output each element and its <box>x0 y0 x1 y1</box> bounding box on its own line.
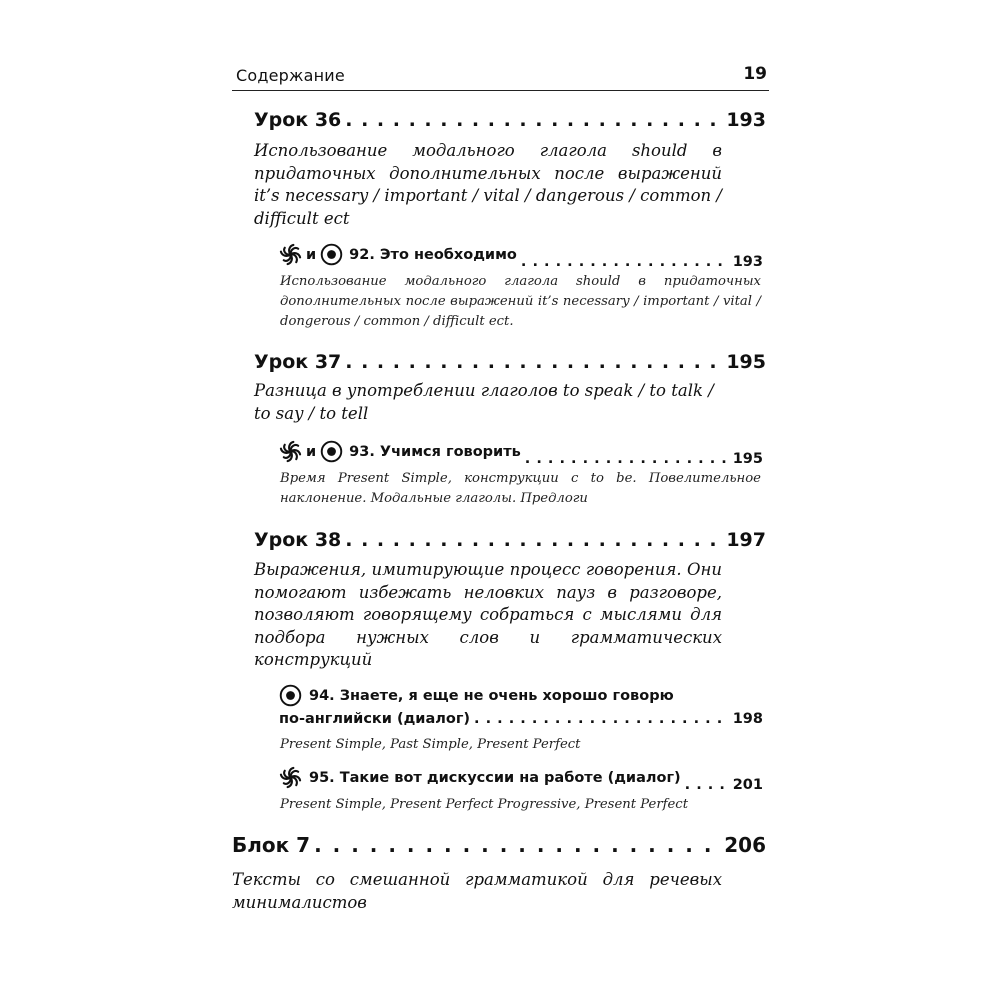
page-number: 19 <box>743 64 767 84</box>
disc-icon <box>320 243 343 266</box>
dot-leader <box>521 254 729 270</box>
dot-leader <box>345 529 722 551</box>
track-title-continued: по-английски (диалог) <box>279 711 471 727</box>
toc-entry-block-7[interactable] <box>232 833 766 857</box>
track-title: 94. Знаете, я еще не очень хорошо говорю <box>309 687 674 704</box>
disc-icon <box>320 440 343 463</box>
block-description: Тексты со смешанной грамматикой для речевых минималистов <box>232 870 722 912</box>
track-page: 201 <box>732 777 763 793</box>
track-description: Present Simple, Present Perfect Progressive, Present Perfect <box>280 797 688 812</box>
track-label <box>279 243 517 266</box>
track-title: 92. Это необходимо <box>349 246 517 263</box>
track-label <box>279 766 681 789</box>
track-title: 93. Учимся говорить <box>349 443 521 460</box>
spiral-icon <box>279 766 302 789</box>
track-title-line <box>279 684 763 707</box>
lesson-page: 197 <box>726 529 766 551</box>
lesson-title: Урок 36 <box>254 109 342 131</box>
spiral-icon <box>279 243 302 266</box>
dot-leader <box>685 777 729 793</box>
toc-entry-track-93[interactable] <box>279 440 763 467</box>
lesson-page: 193 <box>726 109 766 131</box>
dot-leader <box>525 451 729 467</box>
track-description: Использование модального глагола should в придаточных дополнительных после выражений it’s necessary / important / vital / dongerous / common / difficult ect. <box>280 274 761 329</box>
block-title: Блок 7 <box>232 833 311 857</box>
disc-icon <box>279 684 302 707</box>
track-page: 193 <box>732 254 763 270</box>
toc-entry-lesson-37[interactable] <box>254 351 766 373</box>
dot-leader <box>314 833 720 857</box>
track-title-line <box>279 711 763 727</box>
block-page: 206 <box>724 833 766 857</box>
track-page: 198 <box>732 711 763 727</box>
track-description: Present Simple, Past Simple, Present Perfect <box>280 737 581 752</box>
dot-leader <box>474 711 729 727</box>
track-description: Время Present Simple, конструкции с to be. Повелительное наклонение. Модальные глаголы. Предлоги <box>280 471 761 506</box>
toc-entry-lesson-36[interactable] <box>254 109 766 131</box>
dot-leader <box>345 351 722 373</box>
toc-entry-track-92[interactable] <box>279 243 763 270</box>
section-title: Содержание <box>236 66 345 85</box>
spiral-icon <box>279 440 302 463</box>
toc-entry-track-94[interactable] <box>279 684 763 727</box>
lesson-description: Использование модального глагола should в придаточных дополнительных после выражений it’s necessary / important / vital / dangerous / common / difficult ect <box>254 141 722 228</box>
track-page: 195 <box>732 451 763 467</box>
toc-entry-lesson-38[interactable] <box>254 529 766 551</box>
lesson-page: 195 <box>726 351 766 373</box>
lesson-title: Урок 38 <box>254 529 342 551</box>
lesson-description: Разница в употреблении глаголов to speak / to talk / to say / to tell <box>254 381 714 423</box>
lesson-title: Урок 37 <box>254 351 342 373</box>
conjunction: и <box>306 246 317 263</box>
running-header <box>232 64 769 91</box>
lesson-description: Выражения, имитирующие процесс говорения. Они помогают избежать неловких пауз в разговоре, позволяют говорящему собраться с мыслями для подбора нужных слов и грамматических конструкций <box>254 560 722 669</box>
conjunction: и <box>306 443 317 460</box>
track-title: 95. Такие вот дискуссии на работе (диалог) <box>309 769 681 786</box>
track-label <box>279 440 521 463</box>
dot-leader <box>345 109 722 131</box>
toc-entry-track-95[interactable] <box>279 766 763 793</box>
